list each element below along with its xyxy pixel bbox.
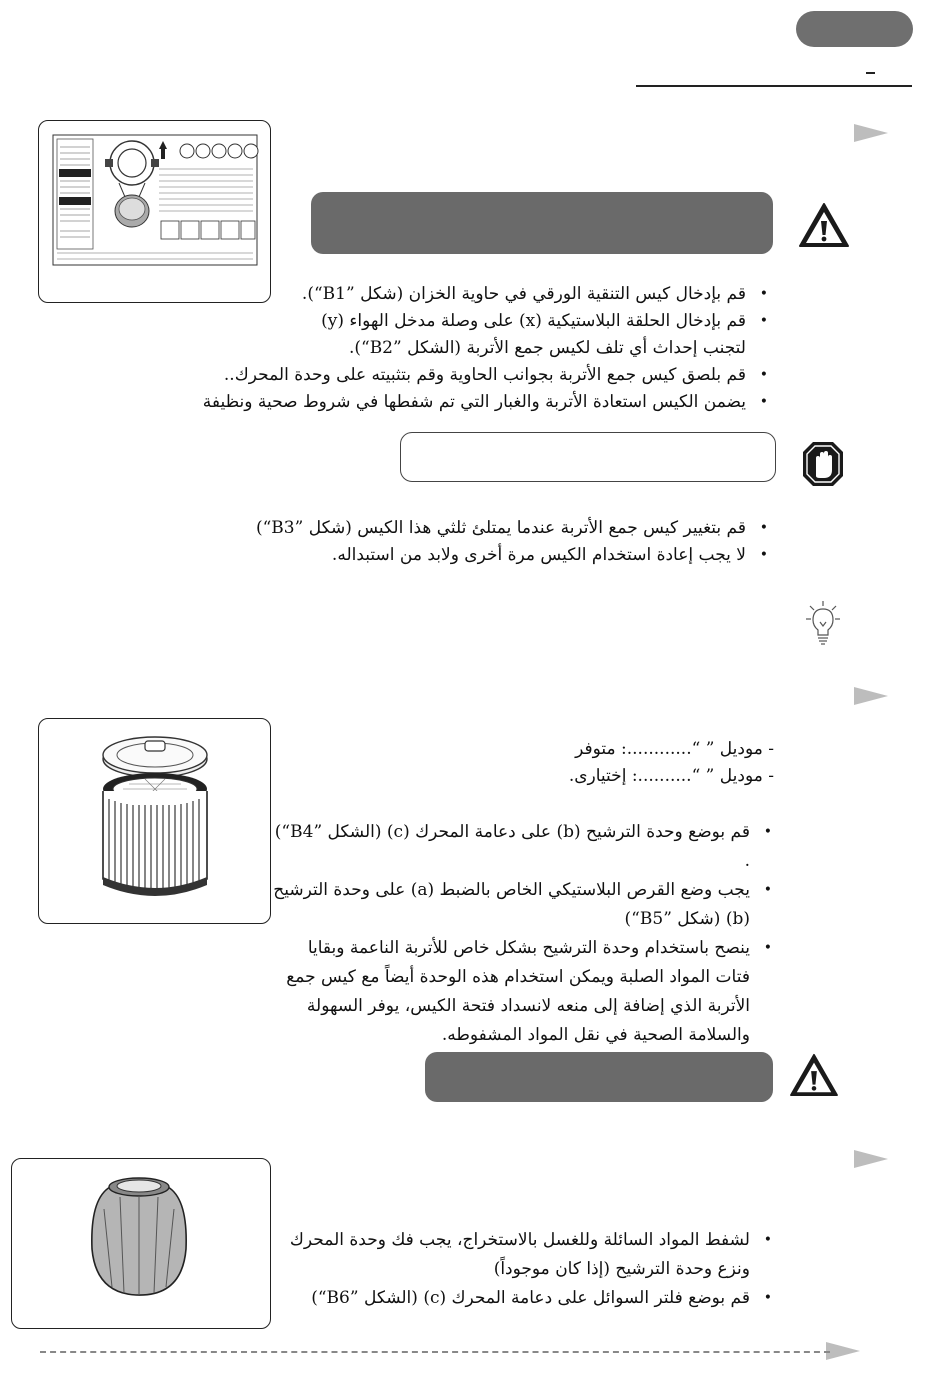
figure-liquid-filter [11,1158,271,1329]
warning-notice-bar [425,1052,773,1102]
bullet-item: • قم بإدخال الحلقة البلاستيكية (x) على وصلة مدخل الهواء (y) [150,308,746,335]
bag-change-instructions [150,515,770,569]
figure-dust-bag [38,120,271,303]
bullet-item: • يضمن الكيس استعادة الأتربة والغبار التي تم شفطها في شروط صحية ونظيفة [150,389,746,416]
dust-bag-illustration [39,121,270,302]
bullet-item: • قم بوضع فلتر السوائل على دعامة المحرك (c) (الشكل ”B6“) [280,1284,750,1313]
section-arrow-icon [854,1150,888,1168]
figure-filter-cartridge [38,718,271,924]
model-line: - موديل ” “..........: إختيارى. [568,766,774,786]
header-tick [866,72,875,74]
stop-hand-icon [801,440,845,488]
bullet-item: • قم بإدخال كيس التنقية الورقي في حاوية الخزان (شكل ”B1“). [150,281,746,308]
bullet-continuation: لتجنب إحداث أي تلف لكيس جمع الأتربة (الشكل ”B2“). [348,338,746,358]
stop-notice-bar [400,432,776,482]
section-arrow-icon [826,1342,860,1360]
bag-instructions [150,281,770,416]
bullet-item: • قم بلصق كيس جمع الأتربة بجوانب الحاوية وقم بتثبيته على وحدة المحرك.. [150,362,746,389]
model-availability [270,736,774,790]
warning-triangle-icon [789,1053,839,1097]
bullet-item: • لا يجب إعادة استخدام الكيس مرة أخرى ولابد من استبداله. [150,542,746,569]
section-arrow-icon [854,687,888,705]
bullet-item: • ينصح باستخدام وحدة الترشيح بشكل خاص للأتربة الناعمة وبقايا فتات المواد الصلبة ويمكن استخدام هذه الوحدة أيضاً مع كيس جمع الأتربة الذي إضافة إلى منعه لانسداد فتحة الكيس، يوفر السهولة والسلامة الصحية في نقل المواد المشفوطه. [270,934,750,1050]
filter-cartridge-illustration [39,719,270,923]
bullet-item: • قم بتغيير كيس جمع الأتربة عندما يمتلئ ثلثي هذا الكيس (شكل ”B3“) [150,515,746,542]
filter-instructions [270,818,774,1050]
bullet-item: • يجب وضع القرص البلاستيكي الخاص بالضبط (a) على وحدة الترشيح (b) (شكل ”B5“) [270,876,750,934]
model-line: - موديل ” “............: متوفر [575,739,774,759]
warning-triangle-icon [798,202,850,248]
liquid-instructions [280,1226,774,1313]
footer-dashed-rule [40,1351,830,1353]
page-tab-pill [796,11,913,47]
bullet-item: • لشفط المواد السائلة وللغسل بالاستخراج، يجب فك وحدة المحرك ونزع وحدة الترشيح (إذا كان موجوداً) [280,1226,750,1284]
warning-notice-bar [311,192,773,254]
header-rule [636,85,912,87]
lightbulb-icon [805,600,841,646]
section-arrow-icon [854,124,888,142]
bullet-item: • قم بوضع وحدة الترشيح (b) على دعامة المحرك (c) (الشكل ”B4“) . [270,818,750,876]
liquid-filter-illustration [12,1159,270,1328]
